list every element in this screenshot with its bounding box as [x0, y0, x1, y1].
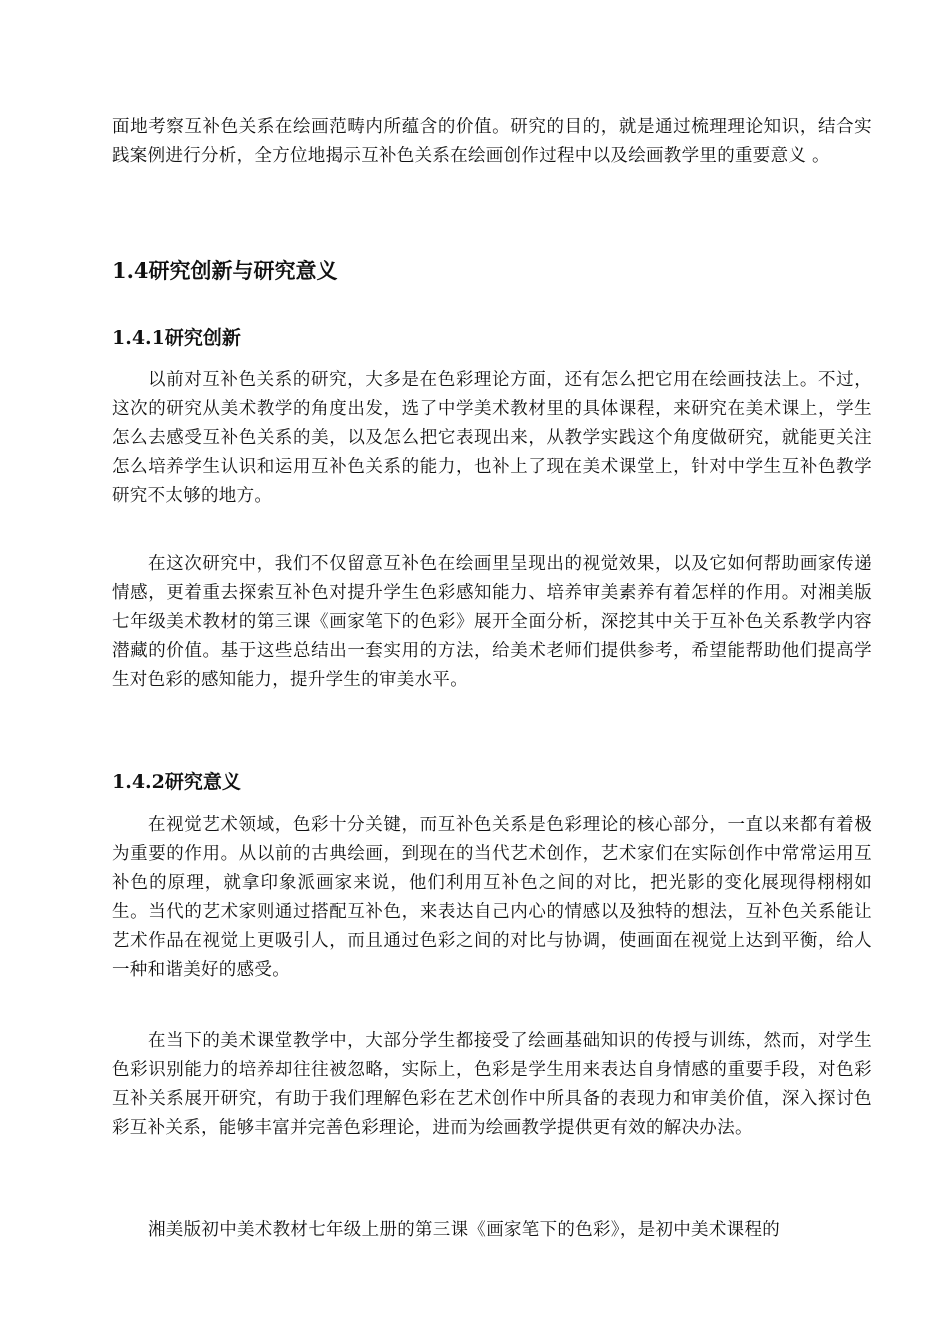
section-heading-1-4-1: 1.4.1研究创新: [112, 327, 241, 349]
paragraph-innovation-2: 在这次研究中，我们不仅留意互补色在绘画里呈现出的视觉效果，以及它如何帮助画家传递情感，更着重去探索互补色对提升学生色彩感知能力、培养审美素养有着怎样的作用。对湘美版七年级美术教材的第三课《画家笔下的色彩》展开全面分析，深挖其中关于互补色关系教学内容潜藏的价值。基于这些总结出一套实用的方法，给美术老师们提供参考，希望能帮助他们提高学生对色彩的感知能力，提升学生的审美水平。: [112, 554, 872, 690]
paragraph-innovation-1: 以前对互补色关系的研究，大多是在色彩理论方面，还有怎么把它用在绘画技法上。不过，这次的研究从美术教学的角度出发，选了中学美术教材里的具体课程，来研究在美术课上，学生怎么去感受互补色关系的美，以及怎么把它表现出来，从教学实践这个角度做研究，就能更关注怎么培养学生认识和运用互补色关系的能力，也补上了现在美术课堂上，针对中学生互补色教学研究不太够的地方。: [112, 370, 872, 506]
section-heading-1-4-2: 1.4.2研究意义: [112, 771, 241, 793]
paragraph-significance-3: 湘美版初中美术教材七年级上册的第三课《画家笔下的色彩》，是初中美术课程的: [148, 1220, 781, 1240]
section-heading-1-4: 1.4研究创新与研究意义: [112, 258, 338, 283]
continuation-paragraph: 面地考察互补色关系在绘画范畴内所蕴含的价值。研究的目的，就是通过梳理理论知识，结合实践案例进行分析，全方位地揭示互补色关系在绘画创作过程中以及绘画教学里的重要意义 。: [112, 117, 872, 166]
paragraph-significance-2: 在当下的美术课堂教学中，大部分学生都接受了绘画基础知识的传授与训练，然而，对学生色彩识别能力的培养却往往被忽略，实际上，色彩是学生用来表达自身情感的重要手段，对色彩互补关系展开研究，有助于我们理解色彩在艺术创作中所具备的表现力和审美价值，深入探讨色彩互补关系，能够丰富并完善色彩理论，进而为绘画教学提供更有效的解决办法。: [112, 1031, 872, 1138]
paragraph-significance-1: 在视觉艺术领域，色彩十分关键，而互补色关系是色彩理论的核心部分，一直以来都有着极为重要的作用。从以前的古典绘画，到现在的当代艺术创作，艺术家们在实际创作中常常运用互补色的原理，就拿印象派画家来说，他们利用互补色之间的对比，把光影的变化展现得栩栩如生。当代的艺术家则通过搭配互补色，来表达自己内心的情感以及独特的想法，互补色关系能让艺术作品在视觉上更吸引人，而且通过色彩之间的对比与协调，使画面在视觉上达到平衡，给人一种和谐美好的感受。: [112, 815, 872, 980]
